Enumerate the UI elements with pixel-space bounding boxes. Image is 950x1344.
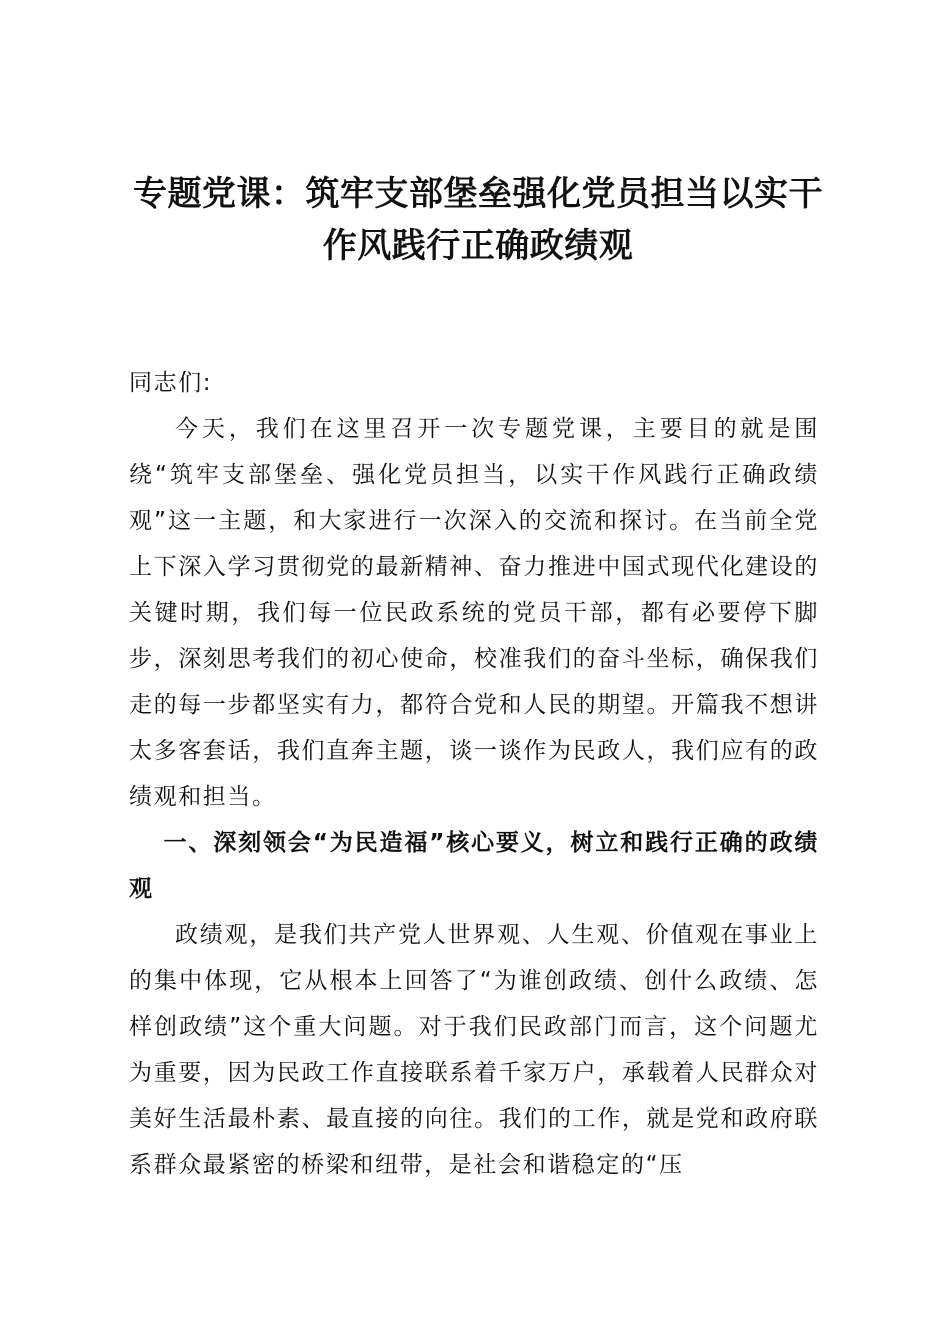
section-heading-1: 一、深刻领会“为民造福”核心要义，树立和践行正确的政绩观 — [129, 830, 819, 902]
salutation: 同志们: — [129, 370, 213, 396]
document-title: 专题党课：筑牢支部堡垒强化党员担当以实干作风践行正确政绩观 — [133, 174, 823, 266]
section-1-paragraph: 政绩观，是我们共产党人世界观、人生观、价值观在事业上的集中体现，它从根本上回答了“为谁创政绩、创什么政绩、怎样创政绩”这个重大问题。对于我们民政部门而言，这个问题尤为重要，因为民政工作直接联系着千家万户，承载着人民群众对美好生活最朴素、最直接的向往。我们的工作，就是党和政府联系群众最紧密的桥梁和纽带，是社会和谐稳定的“压 — [129, 922, 819, 1178]
intro-paragraph: 今天，我们在这里召开一次专题党课，主要目的就是围绕“筑牢支部堡垒、强化党员担当，以实干作风践行正确政绩观”这一主题，和大家进行一次深入的交流和探讨。在当前全党上下深入学习贯彻党的最新精神、奋力推进中国式现代化建设的关键时期，我们每一位民政系统的党员干部，都有必要停下脚步，深刻思考我们的初心使命，校准我们的奋斗坐标，确保我们走的每一步都坚实有力，都符合党和人民的期望。开篇我不想讲太多客套话，我们直奔主题，谈一谈作为民政人，我们应有的政绩观和担当。 — [129, 416, 819, 810]
document-body — [129, 360, 819, 1188]
